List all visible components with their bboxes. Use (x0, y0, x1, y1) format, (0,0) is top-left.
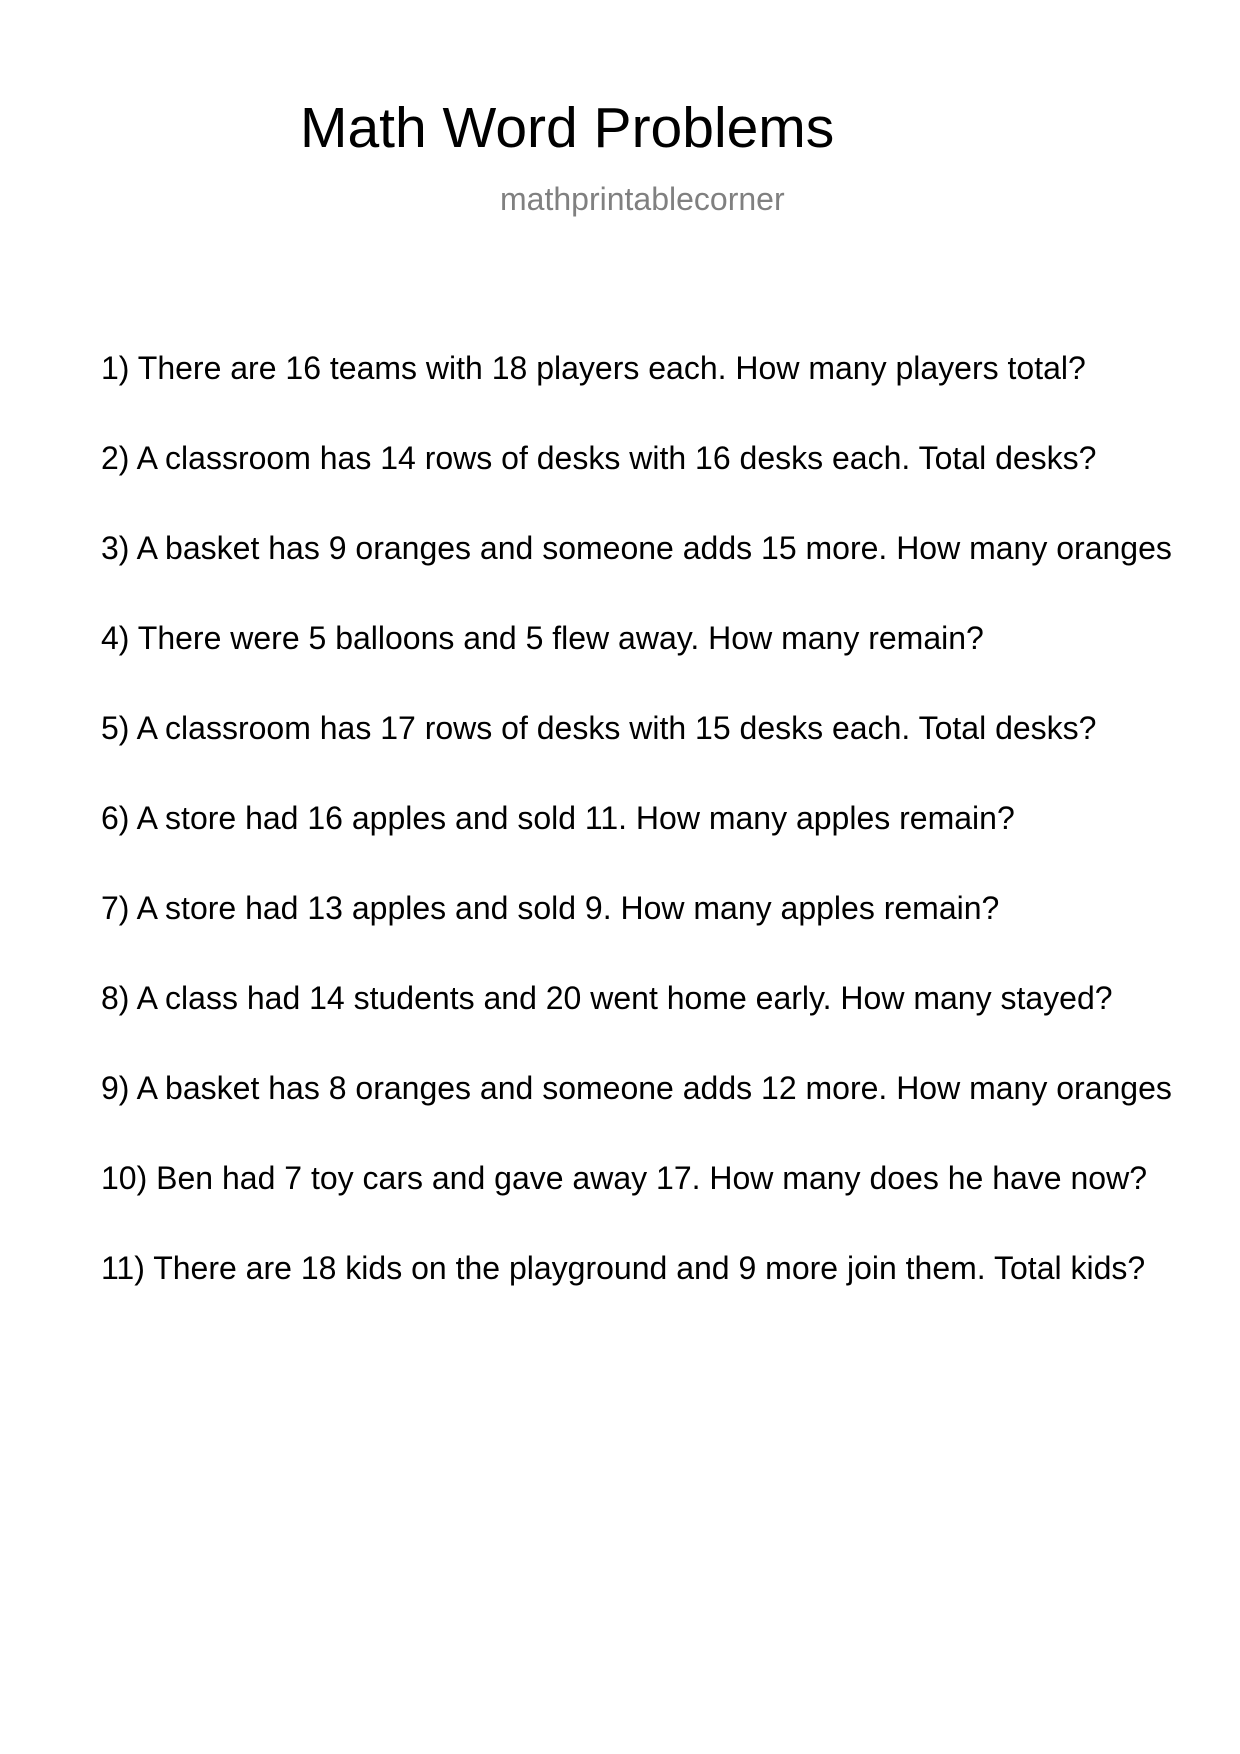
problem-item: 11) There are 18 kids on the playground and 9 more join them. Total kids? (101, 1250, 1146, 1286)
problem-item: 8) A class had 14 students and 20 went home early. How many stayed? (101, 980, 1113, 1016)
page-title: Math Word Problems (300, 96, 835, 160)
problem-item: 10) Ben had 7 toy cars and gave away 17. How many does he have now? (101, 1160, 1147, 1196)
problem-item: 7) A store had 13 apples and sold 9. How many apples remain? (101, 890, 1000, 926)
problem-item: 9) A basket has 8 oranges and someone adds 12 more. How many oranges (101, 1070, 1172, 1106)
problem-item: 2) A classroom has 14 rows of desks with 16 desks each. Total desks? (101, 440, 1097, 476)
problem-item: 5) A classroom has 17 rows of desks with 15 desks each. Total desks? (101, 710, 1097, 746)
problem-item: 1) There are 16 teams with 18 players each. How many players total? (101, 350, 1086, 386)
problem-item: 4) There were 5 balloons and 5 flew away. How many remain? (101, 620, 984, 656)
source-credit: mathprintablecorner (500, 181, 785, 217)
problem-item: 3) A basket has 9 oranges and someone adds 15 more. How many oranges (101, 530, 1172, 566)
problem-item: 6) A store had 16 apples and sold 11. How many apples remain? (101, 800, 1015, 836)
problem-list (101, 350, 1240, 1340)
